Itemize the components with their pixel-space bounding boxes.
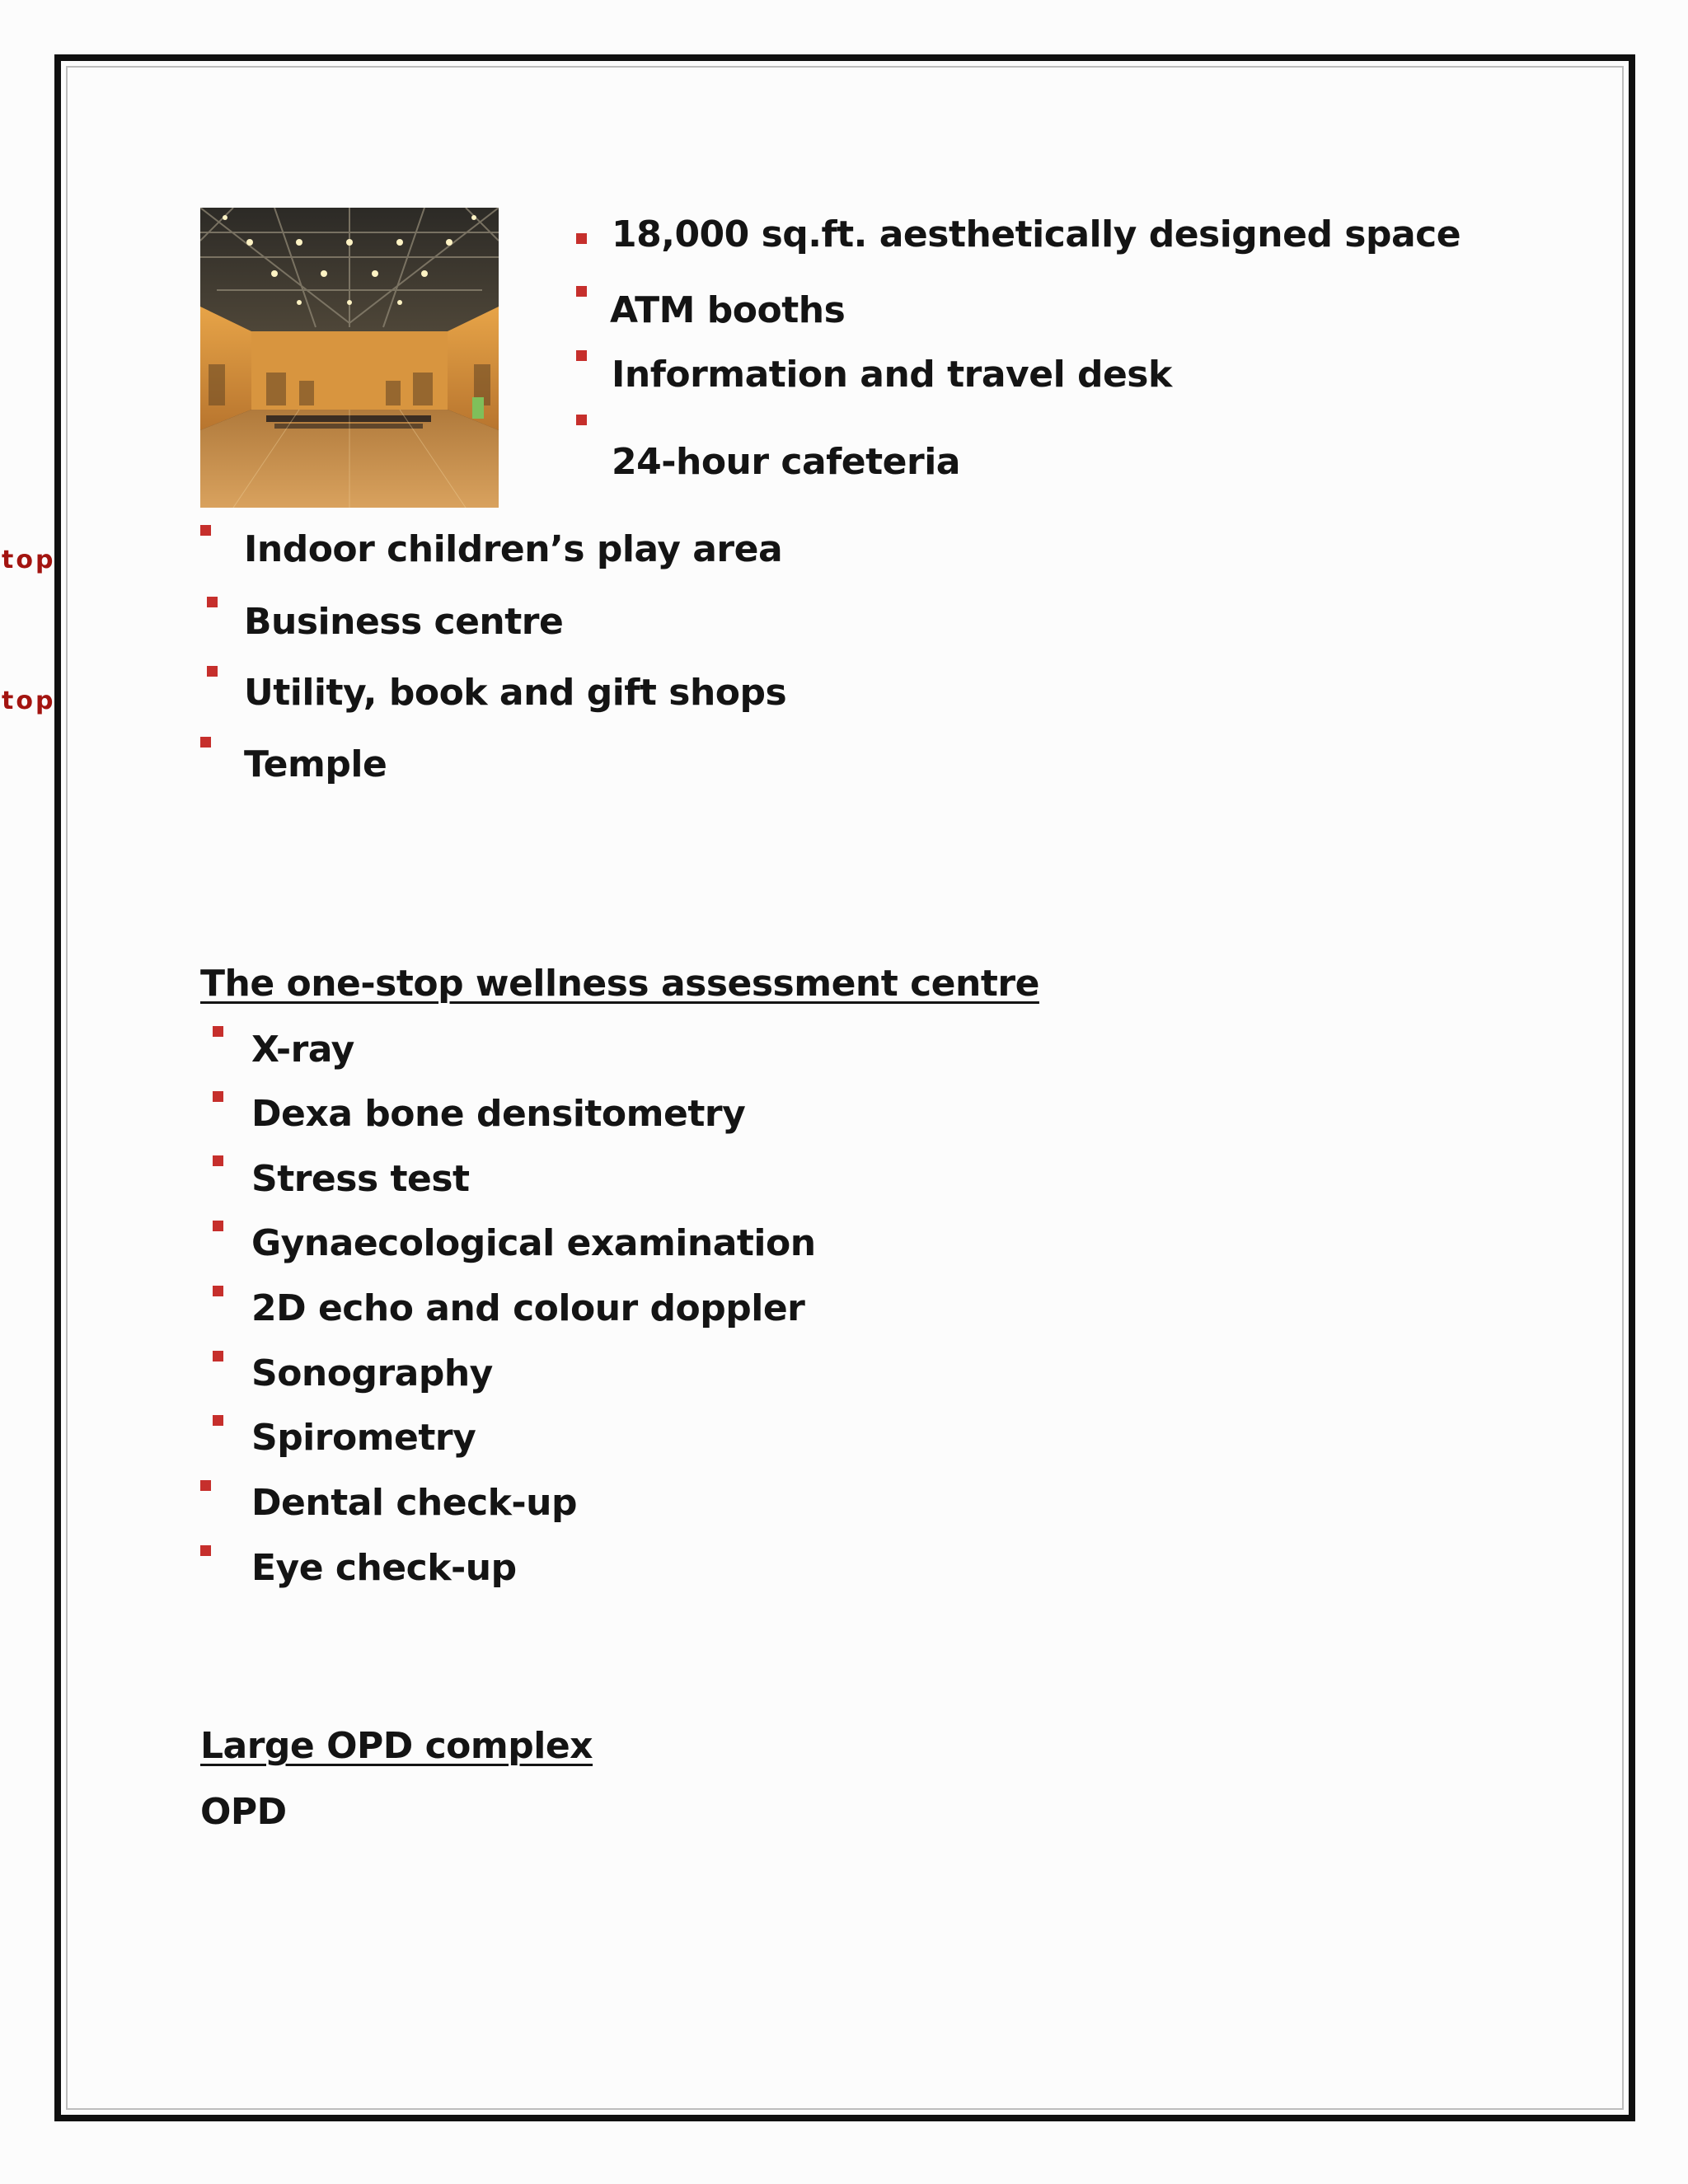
wellness-item: Dental check-up xyxy=(251,1482,577,1524)
wellness-item: Eye check-up xyxy=(251,1547,517,1589)
bullet-marker xyxy=(200,525,211,536)
bullet-marker xyxy=(213,1026,223,1037)
section-heading-opd: Large OPD complex xyxy=(200,1725,593,1767)
bullet-marker xyxy=(213,1221,223,1231)
back-to-top-link[interactable]: top xyxy=(2,687,56,715)
bullet-marker xyxy=(207,666,218,677)
opd-text: OPD xyxy=(200,1791,287,1833)
interior-hall-photo xyxy=(200,208,499,508)
bullet-marker xyxy=(200,1480,211,1491)
bullet-marker xyxy=(576,233,587,244)
wellness-item: X-ray xyxy=(251,1029,354,1071)
amenity-item: Temple xyxy=(244,743,387,785)
section-heading-wellness: The one-stop wellness assessment centre xyxy=(200,963,1039,1005)
wellness-item: Stress test xyxy=(251,1158,470,1200)
wellness-item: Dexa bone densitometry xyxy=(251,1093,746,1135)
amenity-item: Utility, book and gift shops xyxy=(244,672,787,714)
amenity-item: Information and travel desk xyxy=(612,354,1172,396)
wellness-item: 2D echo and colour doppler xyxy=(251,1287,805,1329)
bullet-marker xyxy=(213,1091,223,1102)
bullet-marker xyxy=(213,1415,223,1426)
bullet-marker xyxy=(213,1155,223,1166)
bullet-marker xyxy=(207,597,218,607)
amenity-item: Business centre xyxy=(244,601,564,643)
amenity-item: 24-hour cafeteria xyxy=(612,441,960,483)
wellness-item: Spirometry xyxy=(251,1417,476,1459)
bullet-marker xyxy=(576,350,587,361)
bullet-marker xyxy=(200,1545,211,1556)
wellness-item: Gynaecological examination xyxy=(251,1222,816,1264)
amenity-item: Indoor children’s play area xyxy=(244,528,783,570)
bullet-marker xyxy=(576,415,587,425)
amenity-item: ATM booths xyxy=(610,289,846,331)
bullet-marker xyxy=(213,1351,223,1361)
bullet-marker xyxy=(213,1286,223,1296)
amenity-item: 18,000 sq.ft. aesthetically designed space xyxy=(612,213,1461,255)
wellness-item: Sonography xyxy=(251,1352,493,1394)
bullet-marker xyxy=(200,737,211,748)
bullet-marker xyxy=(576,286,587,297)
back-to-top-link[interactable]: top xyxy=(2,546,56,574)
